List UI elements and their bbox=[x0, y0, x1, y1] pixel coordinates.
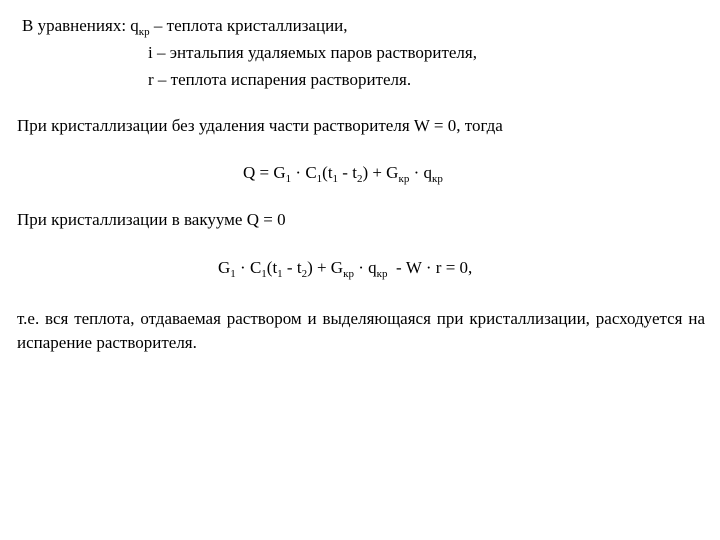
legend-line-r: r – теплота испарения растворителя. bbox=[148, 70, 412, 89]
legend-line-i: i – энтальпия удаляемых паров растворителя, bbox=[148, 43, 477, 62]
legend-intro: В уравнениях: bbox=[22, 16, 127, 35]
case2-text: При кристаллизации в вакууме Q = 0 bbox=[17, 210, 286, 229]
conclusion-paragraph: т.е. вся теплота, отдаваемая раствором и выделяющаяся при кристаллизации, расходуется на испарение растворителя. bbox=[17, 309, 705, 352]
q-description: – теплота кристаллизации, bbox=[149, 16, 348, 35]
formula-case1: $Q = G_1 \cdot C_1(t_1 - t_2) + G_{кр} \cdot q_{кр}$ bbox=[243, 163, 443, 185]
q-symbol: $q_{кр}$ bbox=[130, 16, 150, 38]
legend-line-q bbox=[22, 16, 348, 36]
case1-text: При кристаллизации без удаления части растворителя W = 0, тогда bbox=[17, 116, 503, 135]
formula-case2: $G_1 \cdot C_1(t_1 - t_2) + G_{кр} \cdot q_{кр} - W \cdot r = 0$, bbox=[218, 258, 473, 280]
